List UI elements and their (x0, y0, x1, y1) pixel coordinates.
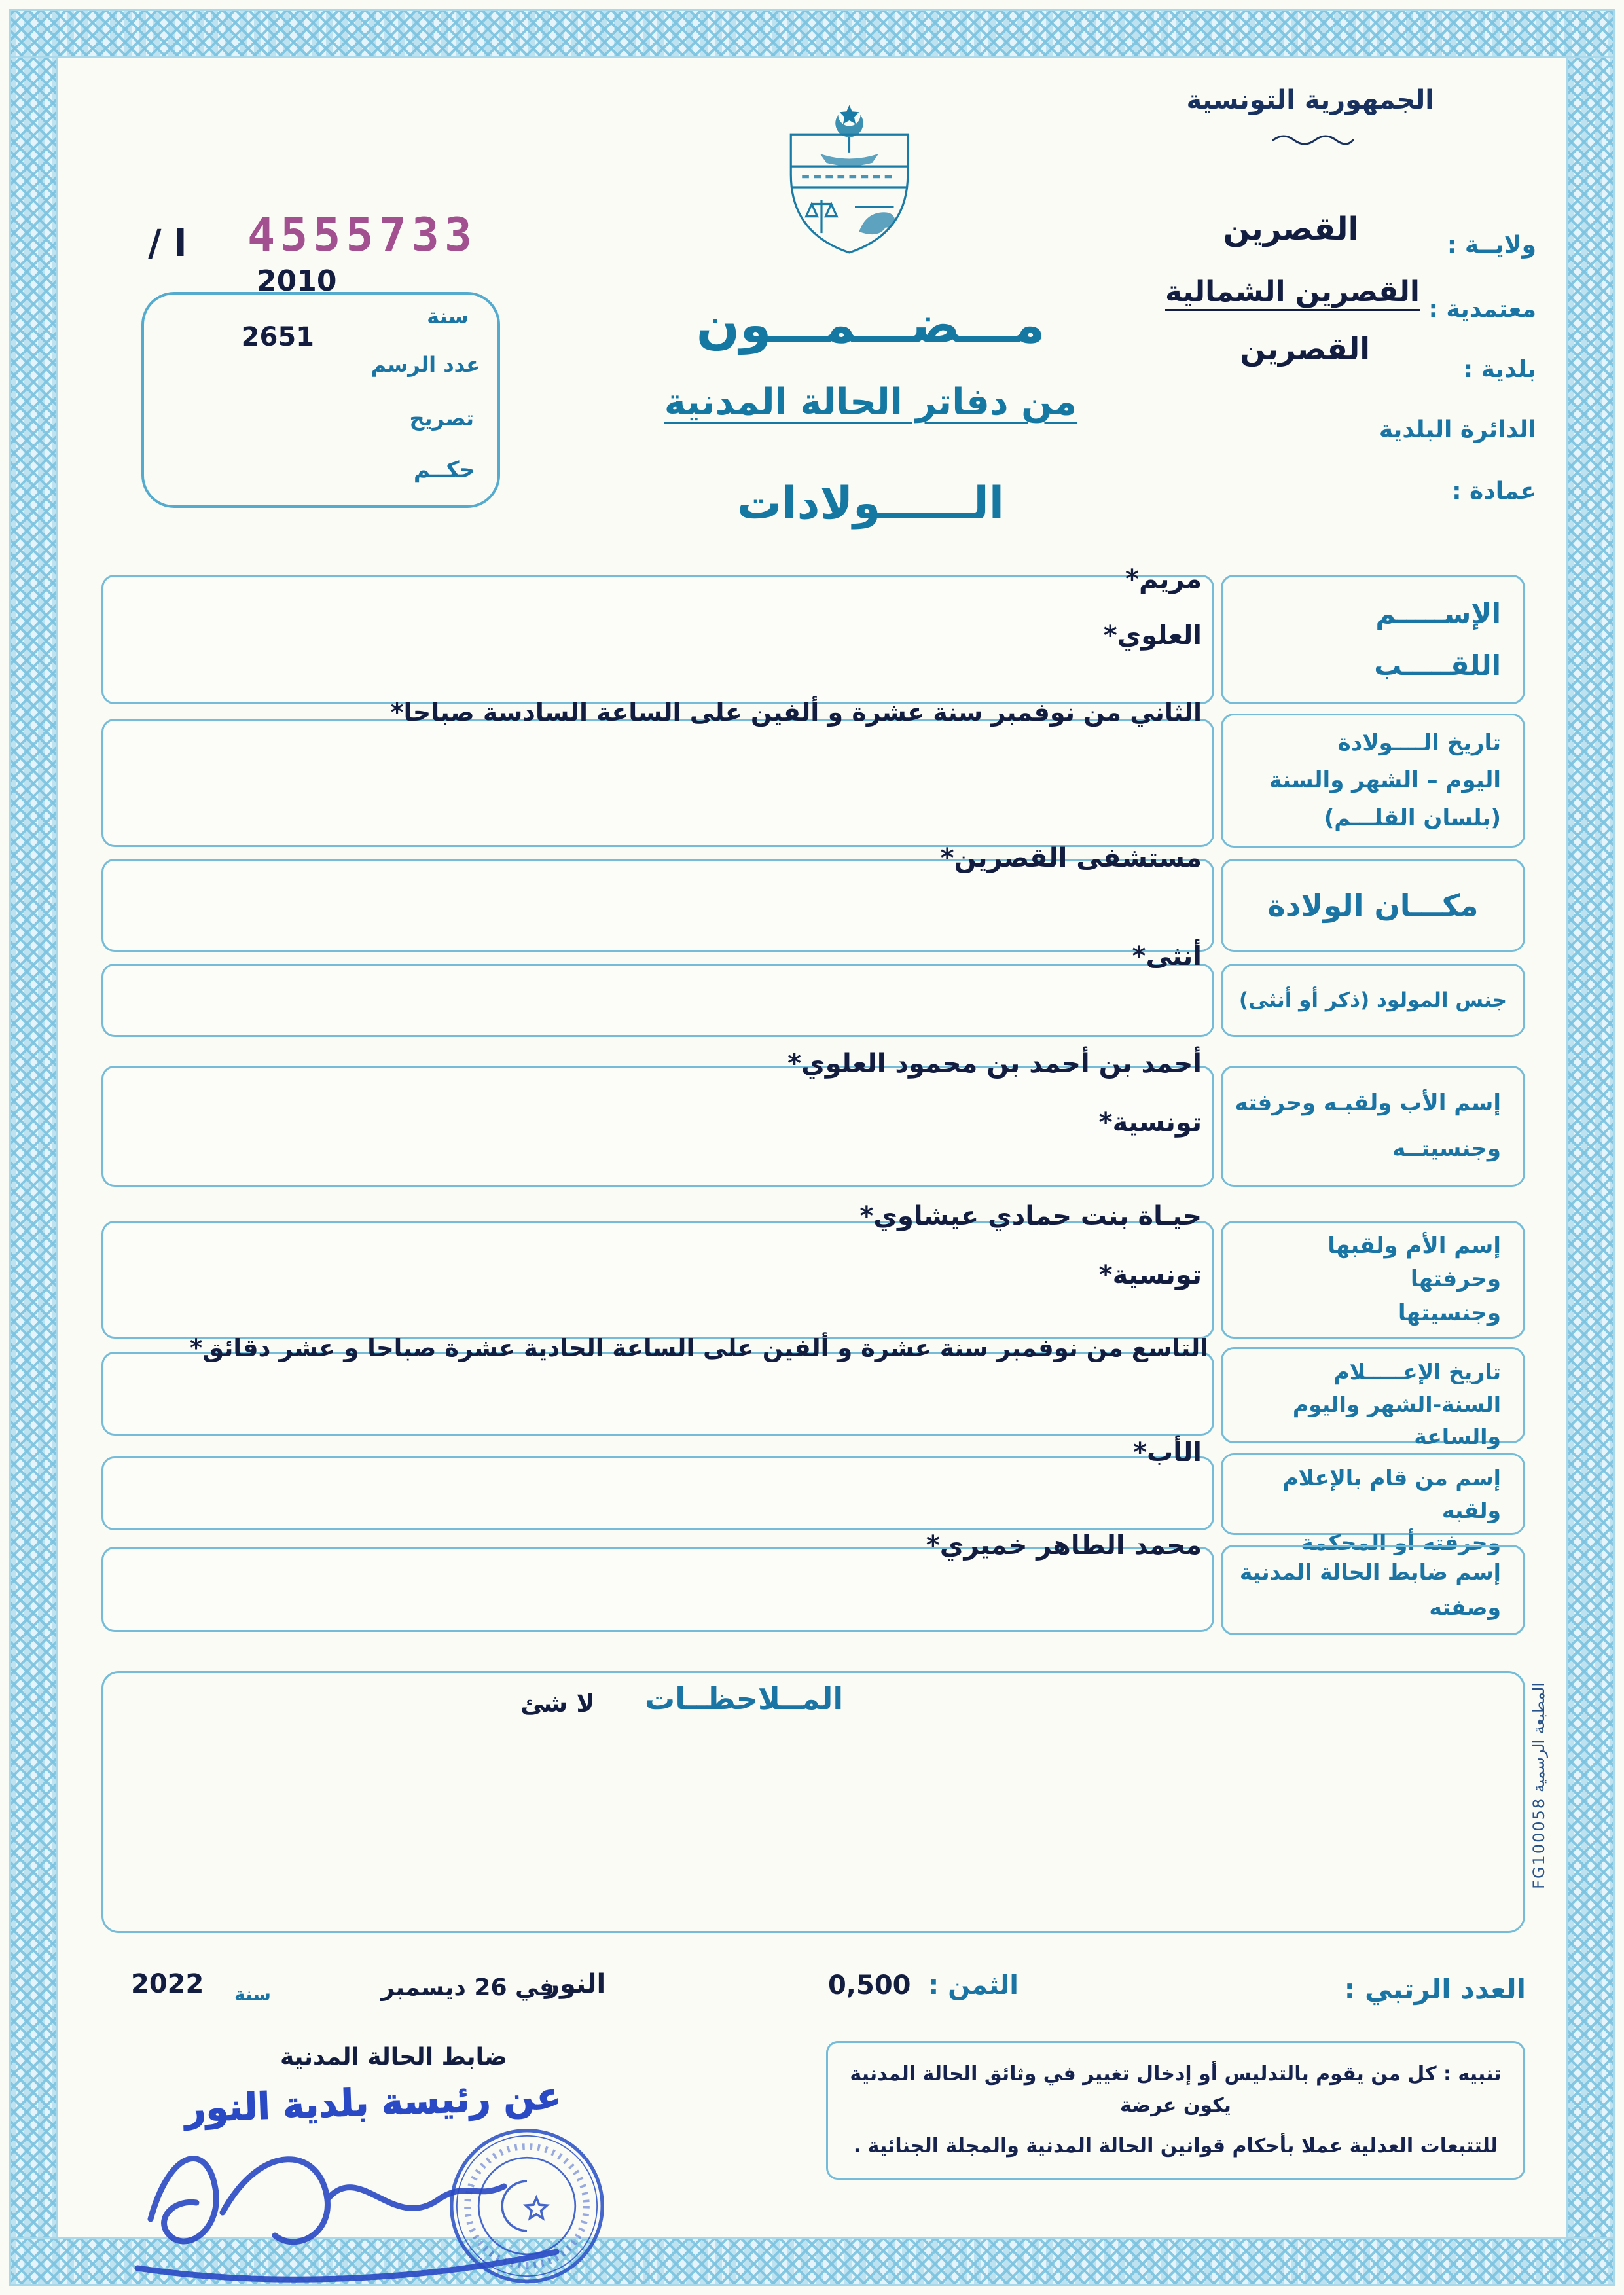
registry-reference-box (141, 292, 500, 508)
serial-year: 2010 (257, 264, 337, 298)
birth-date-label-line1: تاريخ الــــولادة (1337, 729, 1501, 756)
doc-title-line2: من دفاتر الحالة المدنية (664, 381, 1077, 424)
price-value: 0,500 (827, 1970, 911, 2000)
price-group (828, 1970, 1019, 2000)
sex-label: جنس المولود (ذكر أو أنثى) (1238, 988, 1507, 1012)
birth-date-field-box (101, 719, 1214, 847)
declarant-label-line2: وحرفته أو المحكمة (1301, 1530, 1501, 1555)
officer-value: محمد الطاهر خميري* (926, 1530, 1202, 1561)
issue-year-value: 2022 (131, 1969, 204, 1999)
officer-label-box (1221, 1545, 1525, 1635)
declarant-label-box (1221, 1453, 1525, 1555)
sex-field-box (101, 964, 1214, 1037)
father-label-box (1221, 1066, 1525, 1187)
surname-label: اللقـــــب (1374, 649, 1501, 681)
birth-place-label-box (1221, 859, 1525, 952)
birth-date-label-line2: اليوم – الشهر والسنة (1269, 767, 1501, 793)
republic-title: الجمهورية التونسية (1186, 85, 1434, 115)
mother-field-box (101, 1221, 1214, 1339)
municipality-label: بلدية : (1463, 356, 1536, 383)
birth-date-value: الثاني من نوفمبر سنة عشرة و ألفين على الساعة السادسة صباحا* (390, 698, 1202, 727)
municipal-district-label: الدائرة البلدية (1379, 416, 1536, 443)
omada-label: عمادة : (1452, 478, 1536, 505)
birth-place-value: مستشفى القصرين* (940, 843, 1202, 873)
declarant-label-line1: إسم من قام بالإعلام ولقبه (1282, 1465, 1501, 1523)
officer-label-line1: إسم ضابط الحالة المدنية (1239, 1559, 1501, 1585)
birth-date-label-box (1221, 714, 1525, 848)
mother-label-line1: إسم الأم ولقبها وحرفتها (1327, 1233, 1501, 1293)
order-number-label: العدد الرتبي : (1344, 1973, 1526, 2005)
guilloche-border-top (9, 9, 1615, 58)
printing-reference: المطبعة الرسمية FG100058 (1530, 1682, 1548, 1889)
delegation-label: معتمدية : (1428, 296, 1536, 323)
price-label: الثمن : (928, 1970, 1019, 2000)
ornament-line (1271, 132, 1356, 145)
mother-label-box (1221, 1221, 1525, 1339)
officer-signature-title: ضابط الحالة المدنية (280, 2044, 507, 2070)
sex-label-box (1221, 964, 1525, 1037)
mother-name-value: حيـاة بنت حمادي عيشاوي* (859, 1201, 1202, 1231)
declarant-value: الأب* (1133, 1437, 1202, 1468)
notice-date-label-line2: السنة-الشهر واليوم والساعة (1292, 1391, 1501, 1449)
declarant-field-box (101, 1456, 1214, 1530)
handwritten-delegation-note: عن رئيسة بلدية النور (184, 2074, 562, 2131)
father-label-line2: وجنسيتــه (1392, 1136, 1501, 1162)
issue-place: النور (545, 1969, 606, 1999)
judgment-label: حكــم (413, 457, 475, 483)
notice-date-label-line1: تاريخ الإعـــــلام (1333, 1359, 1501, 1384)
name-label-box (1221, 575, 1525, 704)
notice-date-field-box (101, 1352, 1214, 1436)
warning-box (826, 2041, 1525, 2180)
father-label-line1: إسم الأب ولقبـه وحرفته (1235, 1090, 1501, 1116)
remarks-value: لا شئ (520, 1689, 595, 1718)
first-name-value: مريم* (1125, 564, 1202, 594)
guilloche-border-left (9, 56, 58, 2239)
father-field-box (101, 1066, 1214, 1187)
warning-line2: للتتبعات العدلية عملا بأحكام قوانين الحالة المدنية والمجلة الجنائية . (853, 2135, 1498, 2158)
act-number-label: عدد الرسم (370, 352, 480, 377)
wilaya-value: القصرين (1223, 211, 1359, 247)
doc-title-line1: مـــضـــمـــون (696, 296, 1045, 355)
doc-title-line3: الــــــولادات (736, 478, 1005, 530)
delegation-value: القصرين الشمالية (1165, 275, 1420, 308)
sex-value: أنثى* (1132, 941, 1202, 971)
mother-nationality-value: تونسية* (1098, 1260, 1202, 1290)
notice-date-value: التاسع من نوفمبر سنة عشرة و ألفين على الساعة الحادية عشرة صباحا و عشر دقائق* (189, 1334, 1208, 1362)
warning-line1: تنبيه : كل من يقوم بالتدليس أو إدخال تغيير في وثائق الحالة المدنية يكون عرضة (850, 2063, 1502, 2117)
first-name-label: الإســـــم (1375, 598, 1501, 630)
birth-date-label-line3: (بلسان القلـــم) (1324, 804, 1501, 831)
birth-place-label: مكـــان الولادة (1267, 887, 1479, 923)
registry-year-value: 2651 (241, 322, 314, 352)
certificate-serial-number: 4555733 (247, 208, 478, 262)
tunisia-coat-of-arms (763, 98, 936, 265)
remarks-title: المــلاحظــات (645, 1681, 844, 1716)
father-name-value: أحمد بن أحمد بن محمود العلوي* (787, 1049, 1202, 1079)
volume-prefix: ا / (148, 223, 187, 265)
handwritten-signature (111, 2121, 583, 2291)
registry-year-label: سنة (427, 304, 469, 329)
father-nationality-value: تونسية* (1098, 1108, 1202, 1138)
municipality-value: القصرين (1240, 331, 1370, 367)
surname-value: العلوي* (1103, 621, 1202, 651)
officer-label-line2: وصفته (1429, 1595, 1501, 1621)
notice-date-label-box (1221, 1347, 1525, 1449)
issue-date: في 26 ديسمبر (381, 1974, 555, 2001)
declaration-label: تصريح (409, 406, 474, 431)
guilloche-border-right (1566, 56, 1615, 2239)
wilaya-label: ولايــة : (1447, 232, 1536, 259)
mother-label-line2: وجنسيتها (1398, 1299, 1501, 1326)
issue-year-label: سنة (234, 1983, 271, 2005)
name-field-box (101, 575, 1214, 704)
